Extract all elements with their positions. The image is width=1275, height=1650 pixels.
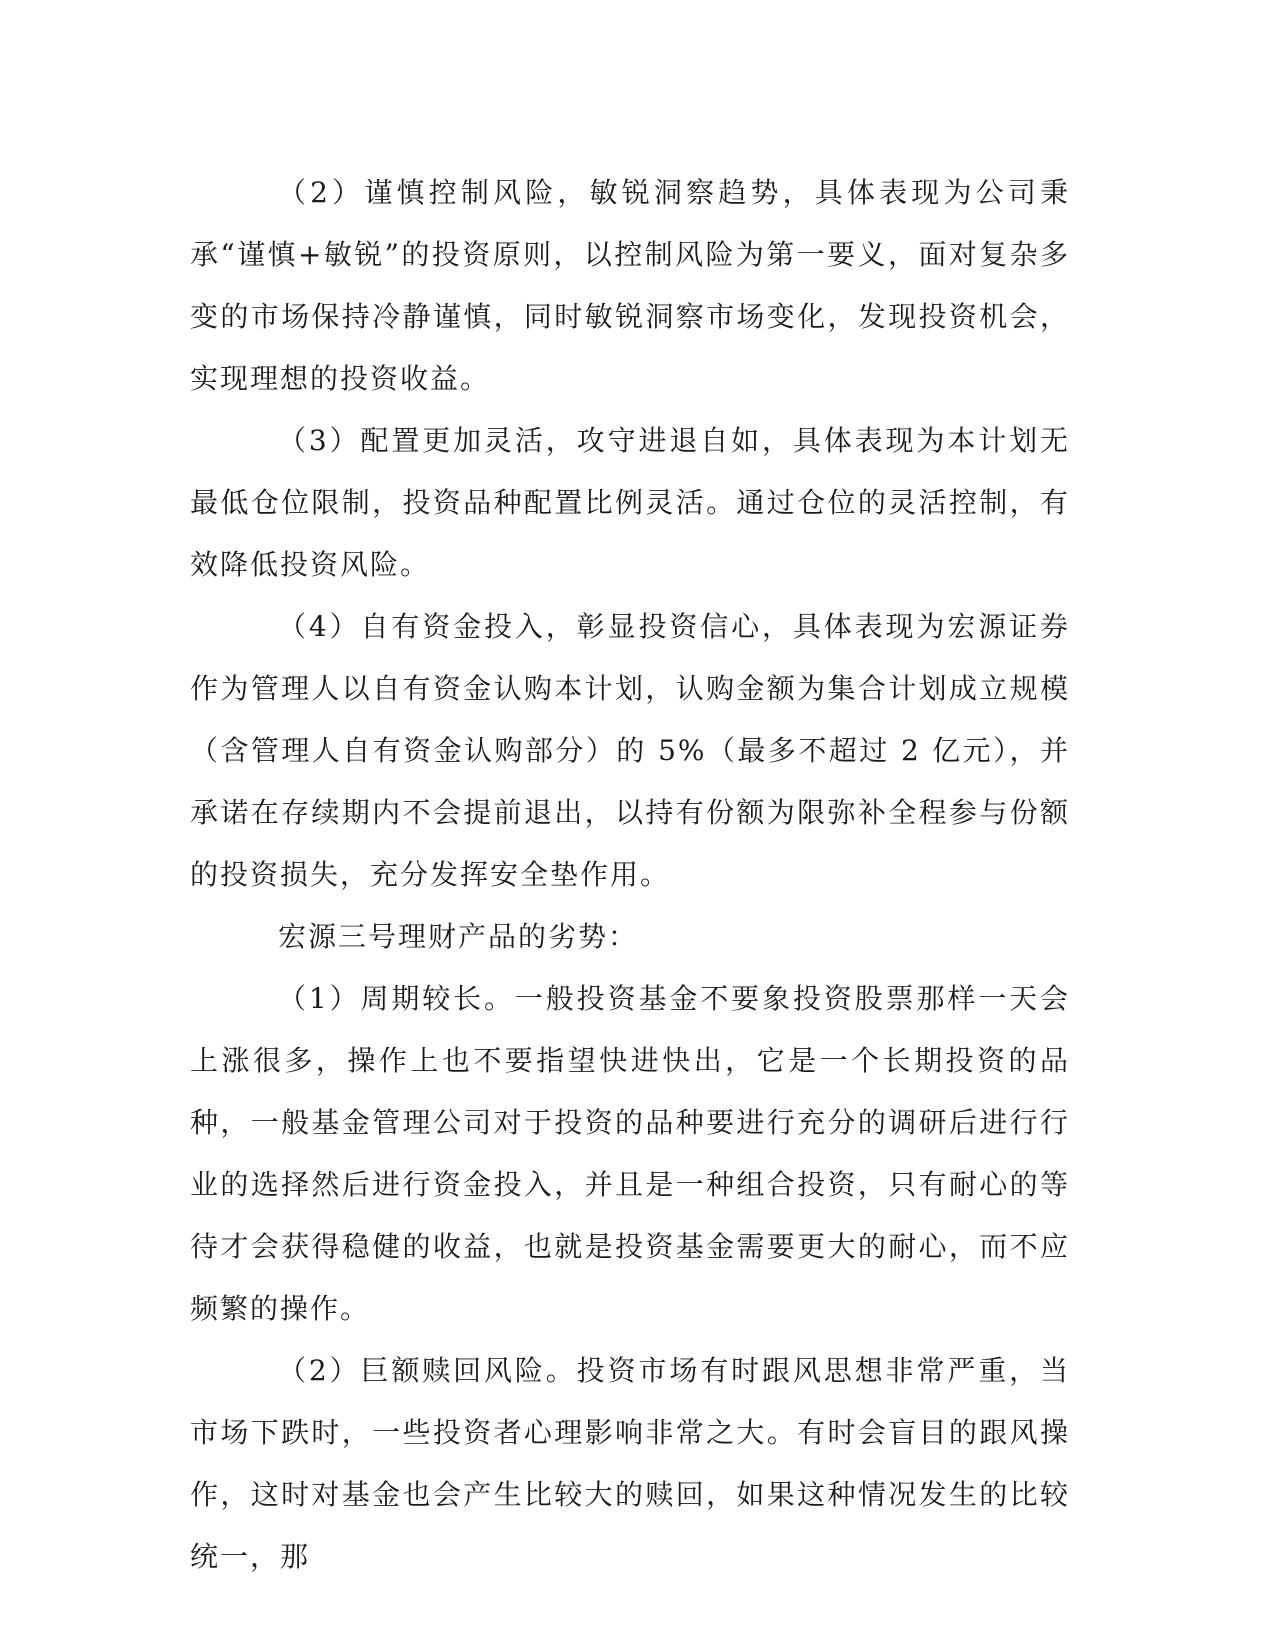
paragraph-advantage-4: （4）自有资金投入，彰显投资信心，具体表现为宏源证券作为管理人以自有资金认购本计划，认购金额为集合计划成立规模（含管理人自有资金认购部分）的 5%（最多不超过 2 亿元），并承诺在存续期内不会提前退出，以持有份额为限弥补全程参与份额的投资损失，充分发挥安全垫作用。 [190, 610, 1070, 891]
paragraph-advantage-2: （2）谨慎控制风险，敏锐洞察趋势，具体表现为公司秉承“谨慎+敏锐”的投资原则，以控制风险为第一要义，面对复杂多变的市场保持冷静谨慎，同时敏锐洞察市场变化，发现投资机会，实现理想的投资收益。 [190, 176, 1070, 395]
section-heading-disadvantages: 宏源三号理财产品的劣势： [278, 920, 639, 953]
paragraph-disadvantage-1: （1）周期较长。一般投资基金不要象投资股票那样一天会上涨很多，操作上也不要指望快进快出，它是一个长期投资的品种，一般基金管理公司对于投资的品种要进行充分的调研后进行行业的选择然后进行资金投入，并且是一种组合投资，只有耐心的等待才会获得稳健的收益，也就是投资基金需要更大的耐心，而不应频繁的操作。 [190, 982, 1070, 1325]
paragraph-advantage-3: （3）配置更加灵活，攻守进退自如，具体表现为本计划无最低仓位限制，投资品种配置比例灵活。通过仓位的灵活控制，有效降低投资风险。 [190, 424, 1070, 581]
document-body [190, 162, 1070, 1588]
paragraph-disadvantage-2: （2）巨额赎回风险。投资市场有时跟风思想非常严重，当市场下跌时，一些投资者心理影响非常之大。有时会盲目的跟风操作，这时对基金也会产生比较大的赎回，如果这种情况发生的比较统一，那 [190, 1354, 1070, 1573]
